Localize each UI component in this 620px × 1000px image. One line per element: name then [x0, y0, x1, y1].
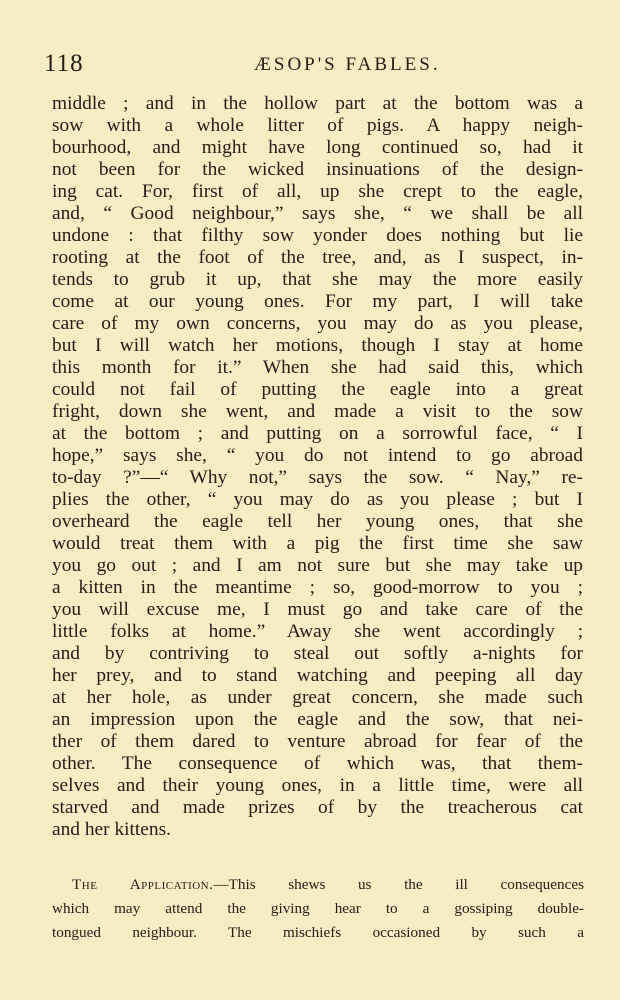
body-line: fright, down she went, and made a visit to the sow — [52, 401, 583, 422]
body-line: you will excuse me, I must go and take care of the — [52, 599, 583, 620]
body-line: an impression upon the eagle and the sow, that nei- — [52, 709, 583, 730]
body-line: not been for the wicked insinuations of the design- — [52, 159, 583, 180]
body-line: middle ; and in the hollow part at the bottom was a — [52, 93, 583, 114]
body-line: and, “ Good neighbour,” says she, “ we shall be all — [52, 203, 583, 224]
body-line: this month for it.” When she had said this, which — [52, 357, 583, 378]
body-line: overheard the eagle tell her young ones, that she — [52, 511, 583, 532]
application-text: —This shews us the ill consequences — [213, 876, 584, 893]
body-line: care of my own concerns, you may do as you please, — [52, 313, 583, 334]
body-line: at the bottom ; and putting on a sorrowful face, “ I — [52, 423, 583, 444]
body-line: and by contriving to steal out softly a-nights for — [52, 643, 583, 664]
body-line: other. The consequence of which was, that them- — [52, 753, 583, 774]
body-line: would treat them with a pig the first time she saw — [52, 533, 583, 554]
body-line: hope,” says she, “ you do not intend to go abroad — [52, 445, 583, 466]
page-number: 118 — [44, 50, 84, 77]
body-line: undone : that filthy sow yonder does nothing but lie — [52, 225, 583, 246]
body-line: rooting at the foot of the tree, and, as I suspect, in- — [52, 247, 583, 268]
application-line: which may attend the giving hear to a gossiping double- — [52, 900, 584, 917]
book-title: ÆSOP'S FABLES. — [254, 54, 441, 75]
body-line: a kitten in the meantime ; so, good-morrow to you ; — [52, 577, 583, 598]
body-line: to-day ?”—“ Why not,” says the sow. “ Nay,” re- — [52, 467, 583, 488]
body-line: plies the other, “ you may do as you please ; but I — [52, 489, 583, 510]
body-line: ther of them dared to venture abroad for fear of the — [52, 731, 583, 752]
body-line: you go out ; and I am not sure but she may take up — [52, 555, 583, 576]
body-line: ing cat. For, first of all, up she crept to the eagle, — [52, 181, 583, 202]
body-line: tends to grub it up, that she may the more easily — [52, 269, 583, 290]
body-line: selves and their young ones, in a little time, were all — [52, 775, 583, 796]
body-line: could not fail of putting the eagle into a great — [52, 379, 583, 400]
body-line: at her hole, as under great concern, she made such — [52, 687, 583, 708]
body-line: little folks at home.” Away she went accordingly ; — [52, 621, 583, 642]
body-line: come at our young ones. For my part, I will take — [52, 291, 583, 312]
application-heading: The Application. — [72, 876, 214, 893]
body-line: her prey, and to stand watching and peeping all day — [52, 665, 583, 686]
body-line: bourhood, and might have long continued so, had it — [52, 137, 583, 158]
application-section — [52, 873, 584, 945]
body-line: starved and made prizes of by the treacherous cat — [52, 797, 583, 818]
application-first-line — [72, 873, 584, 897]
running-head — [44, 50, 584, 80]
body-line-last: and her kittens. — [52, 819, 172, 840]
body-line: sow with a whole litter of pigs. A happy neigh- — [52, 115, 583, 136]
body-line: but I will watch her motions, though I stay at home — [52, 335, 583, 356]
application-line: tongued neighbour. The mischiefs occasioned by such a — [52, 924, 584, 941]
fable-body-text — [52, 93, 583, 841]
